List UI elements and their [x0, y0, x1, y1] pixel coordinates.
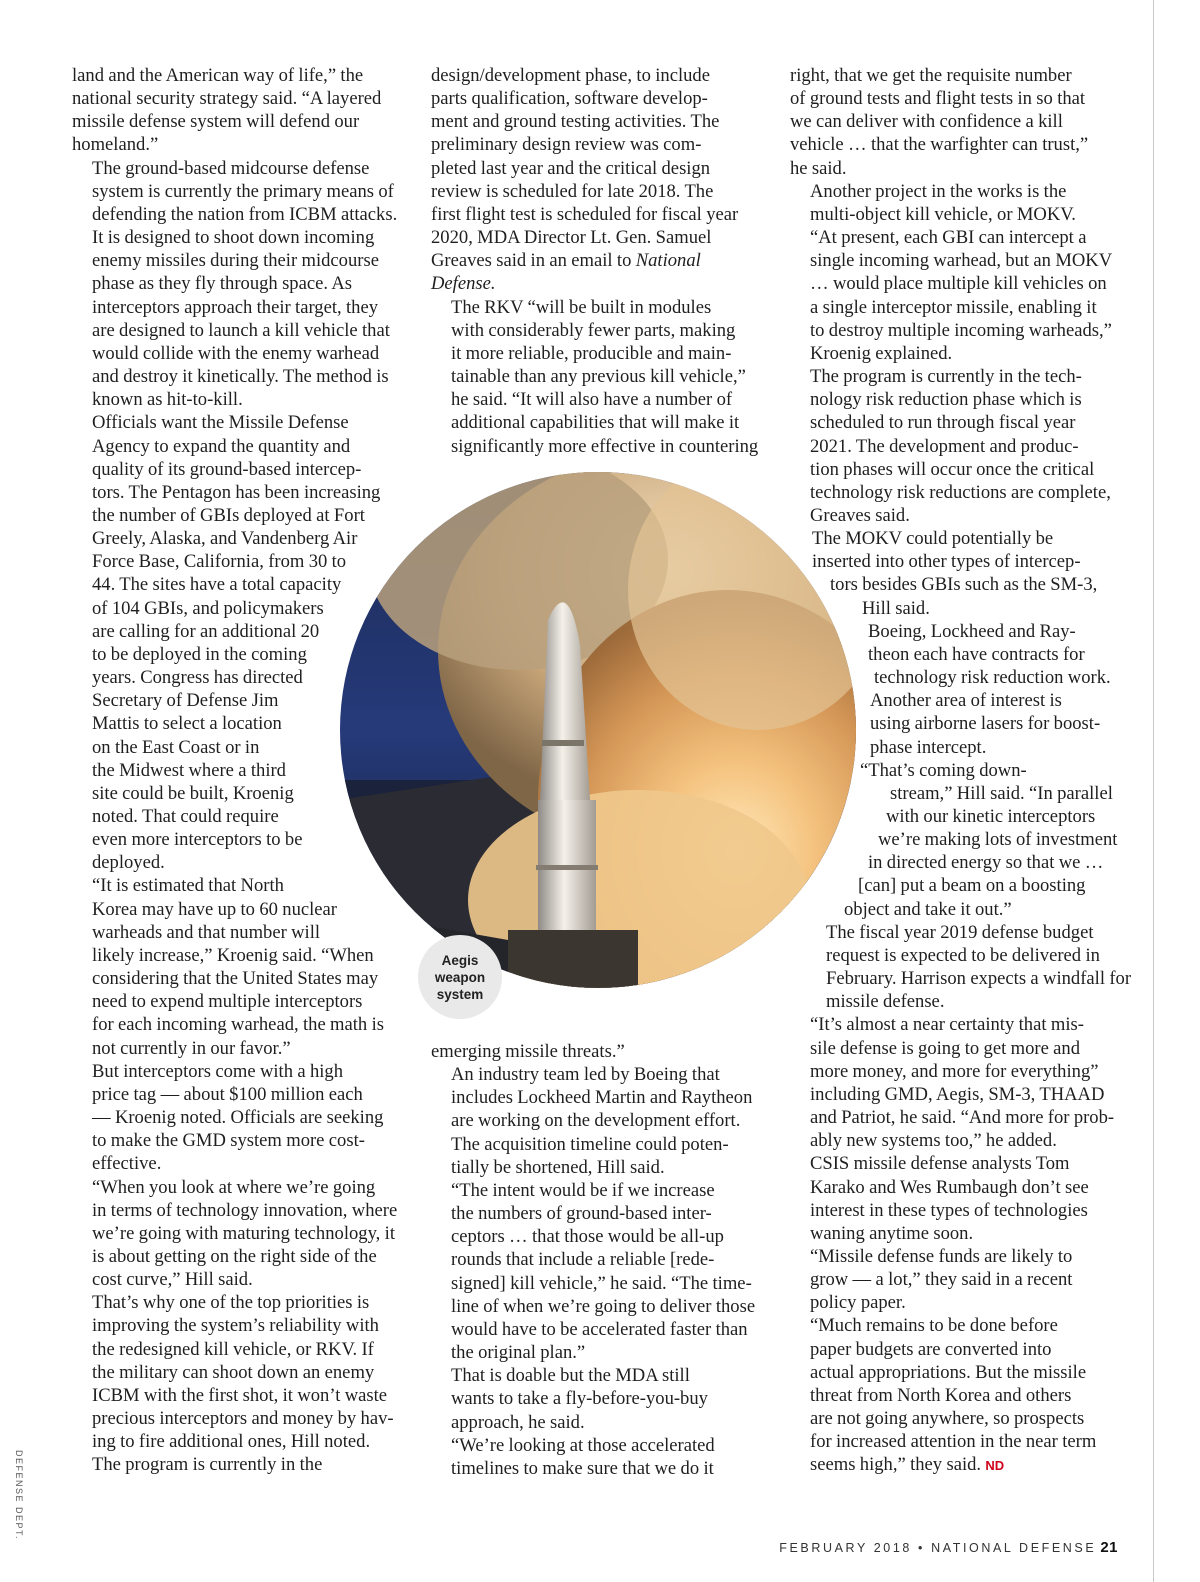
text-line: quality of its ground-based intercep- — [92, 458, 362, 480]
text-line: The fiscal year 2019 defense budget — [826, 921, 1094, 943]
text-line: The MOKV could potentially be — [812, 528, 1054, 550]
text-line: price tag — about $100 million each — [92, 1083, 363, 1105]
text-line: he said. “It will also have a number of — [451, 389, 733, 411]
text-line: using airborne lasers for boost- — [870, 713, 1101, 735]
photo-caption-badge — [418, 935, 502, 1019]
text-line: of ground tests and flight tests in so that — [790, 88, 1086, 110]
text-line: enemy missiles during their midcourse — [92, 250, 379, 272]
text-line: ing to fire additional ones, Hill noted. — [92, 1431, 371, 1453]
text-line: missile defense system will defend our — [72, 111, 360, 133]
paragraph — [72, 1060, 402, 1176]
text-line: tainable than any previous kill vehicle,” — [451, 366, 746, 388]
text-line: more money, and more for everything” — [810, 1060, 1099, 1082]
text-line: Kroenig explained. — [810, 342, 953, 364]
text-line: system is currently the primary means of — [92, 180, 394, 202]
text-line: Korea may have up to 60 nuclear — [92, 898, 337, 920]
text-line: improving the system’s reliability with — [92, 1315, 379, 1337]
text-line: the original plan.” — [451, 1342, 586, 1364]
paragraph: “Much remains to be done before paper budgets are converted into actual appropriations. But the missile threat from North Korea and others are not going anywhere, so prospects for increased attention in the near term seems high,” they said. ND — [790, 1314, 1125, 1477]
paragraph — [431, 1364, 761, 1433]
paragraph — [790, 365, 1125, 527]
paragraph — [431, 1063, 761, 1132]
text-line: signed] kill vehicle,” he said. “The time- — [451, 1272, 752, 1294]
paragraph — [431, 1434, 761, 1480]
paragraph — [72, 157, 402, 412]
text-line: a single interceptor missile, enabling it — [810, 296, 1097, 318]
text-line: CSIS missile defense analysts Tom — [810, 1153, 1070, 1175]
paragraph — [790, 226, 1125, 365]
text-line: ably new systems too,” he added. — [810, 1130, 1057, 1152]
text-line: “The intent would be if we increase — [451, 1179, 715, 1201]
paragraph — [790, 689, 1125, 758]
text-line: tors. The Pentagon has been increasing — [92, 481, 381, 503]
text-line: warheads and that number will — [92, 921, 321, 943]
text-line: threat from North Korea and others — [810, 1384, 1072, 1406]
text-line: Greaves said. — [810, 504, 910, 526]
text-line: ICBM with the first shot, it won’t waste — [92, 1384, 388, 1406]
text-line: including GMD, Aegis, SM-3, THAAD — [810, 1083, 1105, 1105]
text-line: and destroy it kinetically. The method is — [92, 366, 389, 388]
text-line: policy paper. — [810, 1292, 906, 1314]
text-line: Officials want the Missile Defense — [92, 412, 349, 434]
text-line: Another project in the works is the — [810, 180, 1067, 202]
text-line: ceptors … that those would be all-up — [451, 1226, 724, 1248]
text-line: effective. — [92, 1153, 162, 1175]
text-line: vehicle … that the warfighter can trust,” — [790, 134, 1089, 156]
text-line: Karako and Wes Rumbaugh don’t see — [810, 1176, 1089, 1198]
text-line: precious interceptors and money by hav- — [92, 1408, 394, 1430]
text-line: The RKV “will be built in modules — [451, 296, 712, 318]
text-line: rounds that include a reliable [rede- — [451, 1249, 715, 1271]
text-line: pleted last year and the critical design — [431, 157, 711, 179]
text-line: 2021. The development and produc- — [810, 435, 1079, 457]
page-footer — [779, 1539, 1118, 1556]
text-line: actual appropriations. But the missile — [810, 1361, 1087, 1383]
page-edge-rule — [1153, 0, 1154, 1582]
paragraph — [790, 527, 1125, 620]
text-line: 44. The sites have a total capacity — [92, 574, 342, 596]
text-line: The acquisition timeline could poten- — [451, 1133, 729, 1155]
text-line: review is scheduled for late 2018. The — [431, 180, 714, 202]
text-line: to make the GMD system more cost- — [92, 1130, 365, 1152]
paragraph — [72, 1453, 402, 1476]
text-line: noted. That could require — [92, 806, 279, 827]
text-line: scheduled to run through fiscal year — [810, 412, 1076, 434]
text-line: grow — a lot,” they said in a recent — [810, 1269, 1073, 1291]
text-line: defending the nation from ICBM attacks. — [92, 203, 398, 225]
text-line: site could be built, Kroenig — [92, 782, 294, 804]
text-line: are working on the development effort. — [451, 1110, 741, 1132]
paragraph — [790, 180, 1125, 226]
paragraph — [431, 1133, 761, 1179]
page-number: 21 — [1100, 1539, 1118, 1556]
photo-credit: DEFENSE DEPT. — [14, 1450, 24, 1541]
text-line: interceptors approach their target, they — [92, 296, 379, 318]
text-line: emerging missile threats.” — [431, 1041, 625, 1062]
text-line: interest in these types of technologies — [810, 1199, 1088, 1221]
text-line: tors besides GBIs such as the SM-3, — [830, 574, 1098, 596]
text-line: need to expend multiple interceptors — [92, 991, 363, 1013]
text-line: “Missile defense funds are likely to — [810, 1245, 1073, 1267]
text-line: are calling for an additional 20 — [92, 620, 320, 642]
text-line: parts qualification, software develop- — [431, 88, 708, 110]
text-line: right, that we get the requisite number — [790, 65, 1072, 86]
footer-publication: FEBRUARY 2018 • NATIONAL DEFENSE — [779, 1541, 1097, 1555]
text-line: and Patriot, he said. “And more for prob- — [810, 1107, 1115, 1129]
text-line: on the East Coast or in — [92, 736, 260, 758]
text-line: It is designed to shoot down incoming — [92, 227, 375, 249]
text-line: first flight test is scheduled for fiscal year — [431, 203, 739, 225]
text-line: significantly more effective in countering — [451, 435, 759, 457]
text-line: “It’s almost a near certainty that mis- — [810, 1014, 1084, 1036]
text-line: “Much remains to be done before — [810, 1315, 1058, 1337]
missile-launch-photo — [338, 470, 858, 990]
text-line: Agency to expand the quantity and — [92, 435, 351, 457]
text-line: The program is currently in the tech- — [810, 366, 1082, 388]
publication-name: Defense. — [431, 273, 496, 295]
text-line: would have to be accelerated faster than — [451, 1318, 748, 1340]
paragraph — [72, 1176, 402, 1292]
text-line: inserted into other types of intercep- — [812, 551, 1081, 573]
text-line: are designed to launch a kill vehicle that — [92, 319, 390, 341]
text-line: we’re going with maturing technology, it — [92, 1222, 395, 1244]
text-line: Greely, Alaska, and Vandenberg Air — [92, 528, 358, 550]
text-line: the number of GBIs deployed at Fort — [92, 504, 365, 526]
text-line: technology risk reduction work. — [874, 667, 1111, 689]
paragraph — [790, 759, 1125, 921]
text-line: system — [436, 986, 484, 1002]
text-line: Another area of interest is — [870, 690, 1062, 712]
paragraph — [790, 620, 1125, 689]
text-line: Force Base, California, from 30 to — [92, 551, 347, 573]
paragraph — [72, 64, 402, 157]
text-line: Secretary of Defense Jim — [92, 690, 279, 712]
paragraph — [431, 1040, 761, 1063]
text-line: single incoming warhead, but an MOKV — [810, 250, 1113, 272]
text-line: design/development phase, to include — [431, 65, 710, 86]
text-line: to destroy multiple incoming warheads,” — [810, 319, 1112, 341]
text-line: in directed energy so that we … — [868, 852, 1104, 874]
text-line: “That’s coming down- — [860, 759, 1027, 781]
text-line: cost curve,” Hill said. — [92, 1269, 253, 1291]
text-line: Aegis — [441, 952, 479, 968]
paragraph — [790, 1013, 1125, 1152]
text-line: the numbers of ground-based inter- — [451, 1203, 712, 1225]
article-column-2-bottom — [431, 1040, 761, 1480]
paragraph — [431, 296, 761, 458]
text-line: in terms of technology innovation, where — [92, 1199, 398, 1221]
text-line: “When you look at where we’re going — [92, 1176, 376, 1198]
text-line: paper budgets are converted into — [810, 1338, 1052, 1360]
text-line: with considerably fewer parts, making — [451, 319, 736, 341]
text-line: we’re making lots of investment — [878, 829, 1118, 851]
text-line: additional capabilities that will make it — [451, 412, 740, 434]
text-line: “It is estimated that North — [92, 875, 284, 897]
text-line: “We’re looking at those accelerated — [451, 1434, 715, 1456]
text-line: line of when we’re going to deliver those — [451, 1295, 756, 1317]
text-line: we can deliver with confidence a kill — [790, 111, 1063, 133]
text-line: ment and ground testing activities. The — [431, 111, 720, 133]
text-line: waning anytime soon. — [810, 1222, 974, 1244]
text-line: even more interceptors to be — [92, 829, 303, 851]
text-line: phase as they fly through space. As — [92, 273, 353, 295]
text-line: would collide with the enemy warhead — [92, 342, 380, 364]
text-line: The ground-based midcourse defense — [92, 157, 370, 179]
text-line: stream,” Hill said. “In parallel — [890, 782, 1113, 804]
paragraph — [790, 1245, 1125, 1314]
text-line: the Midwest where a third — [92, 759, 286, 781]
text-line: … would place multiple kill vehicles on — [810, 273, 1107, 295]
text-line: tially be shortened, Hill said. — [451, 1156, 665, 1178]
text-line: An industry team led by Boeing that — [451, 1064, 720, 1086]
paragraph — [72, 1291, 402, 1453]
text-line: homeland.” — [72, 134, 159, 156]
text-line: sile defense is going to get more and — [810, 1037, 1081, 1059]
text-line: wants to take a fly-before-you-buy — [451, 1388, 708, 1410]
text-line: 2020, MDA Director Lt. Gen. Samuel — [431, 227, 712, 249]
text-line: Hill said. — [862, 597, 930, 619]
text-line: missile defense. — [826, 991, 945, 1013]
end-mark-nd: ND — [985, 1458, 1005, 1474]
text-line: deployed. — [92, 852, 165, 874]
text-line: considering that the United States may — [92, 968, 379, 990]
text-line: approach, he said. — [451, 1411, 585, 1433]
text-line: for each incoming warhead, the math is — [92, 1014, 384, 1036]
text-line: The program is currently in the — [92, 1454, 323, 1476]
text-line: years. Congress has directed — [92, 667, 303, 689]
text-line: nology risk reduction phase which is — [810, 389, 1082, 411]
text-line: multi-object kill vehicle, or MOKV. — [810, 203, 1076, 225]
text-line: tion phases will occur once the critical — [810, 458, 1095, 480]
text-line: That’s why one of the top priorities is — [92, 1292, 370, 1314]
text-line: includes Lockheed Martin and Raytheon — [451, 1087, 753, 1109]
text-line: February. Harrison expects a windfall for — [826, 968, 1132, 990]
text-line: theon each have contracts for — [868, 643, 1085, 665]
text-line: it more reliable, producible and main- — [451, 342, 732, 364]
article-column-2-top — [431, 64, 761, 458]
article-column-3 — [790, 64, 1132, 1478]
text-line: known as hit-to-kill. — [92, 389, 243, 411]
text-line: he said. — [790, 157, 847, 179]
text-line: land and the American way of life,” the — [72, 65, 364, 86]
text-line: But interceptors come with a high — [92, 1060, 344, 1082]
text-line: Mattis to select a location — [92, 713, 282, 735]
text-line: technology risk reductions are complete, — [810, 481, 1111, 503]
photo-caption — [435, 952, 485, 1003]
text-line: for increased attention in the near term — [810, 1431, 1097, 1453]
text-line: national security strategy said. “A layered — [72, 88, 382, 110]
text-line: the military can shoot down an enemy — [92, 1361, 375, 1383]
text-line: is about getting on the right side of the — [92, 1245, 377, 1267]
text-line: That is doable but the MDA still — [451, 1365, 690, 1387]
paragraph — [790, 921, 1132, 1014]
text-line: weapon — [434, 969, 486, 985]
text-line: object and take it out.” — [844, 898, 1012, 920]
paragraph: design/development phase, to include parts qualification, software develop- ment and ground testing activities. The preliminary design review was com- pleted last year and the critical design review is scheduled for late 2018. The first flight test is scheduled for fiscal year 2020, MDA Director Lt. Gen. Samuel Greaves said in an email to National Defense. — [431, 64, 761, 296]
paragraph — [790, 1152, 1125, 1245]
text-line: request is expected to be delivered in — [826, 944, 1100, 966]
text-line: are not going anywhere, so prospects — [810, 1408, 1085, 1430]
text-line: preliminary design review was com- — [431, 134, 702, 156]
text-line: not currently in our favor.” — [92, 1037, 291, 1059]
text-line: of 104 GBIs, and policymakers — [92, 597, 324, 619]
text-line: timelines to make sure that we do it — [451, 1457, 714, 1479]
text-line: [can] put a beam on a boosting — [858, 875, 1086, 897]
text-line: the redesigned kill vehicle, or RKV. If — [92, 1338, 374, 1360]
text-line: “At present, each GBI can intercept a — [810, 227, 1087, 249]
text-line: to be deployed in the coming — [92, 643, 307, 665]
text-line: phase intercept. — [870, 736, 987, 758]
paragraph — [431, 1179, 761, 1364]
text-line: with our kinetic interceptors — [886, 806, 1096, 827]
text-line: — Kroenig noted. Officials are seeking — [92, 1107, 384, 1129]
paragraph — [790, 64, 1125, 180]
text-line: likely increase,” Kroenig said. “When — [92, 944, 374, 966]
text-line: Boeing, Lockheed and Ray- — [868, 620, 1076, 642]
